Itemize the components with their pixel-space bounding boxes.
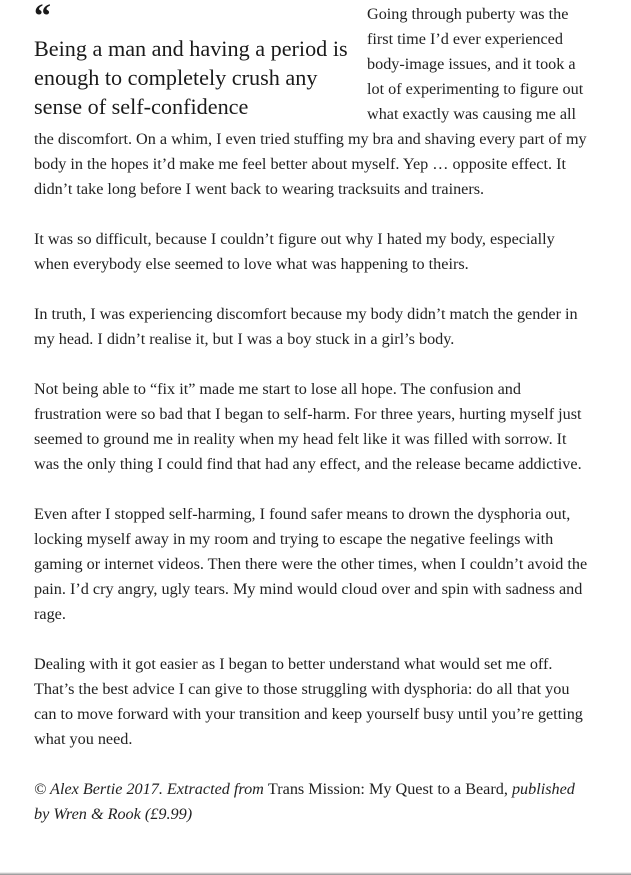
paragraph: Even after I stopped self-harming, I found safer means to drown the dysphoria out, locking myself away in my room and trying to escape the negative feelings with gaming or internet videos. Then there were the other times, when I couldn’t avoid the pain. I’d cry angry, ugly tears. My mind would cloud over and spin with sadness and rage. [34,505,588,623]
quote-mark-icon: “ [34,0,49,35]
book-title: Trans Mission: My Quest to a Beard, [267,780,508,798]
paragraph: In truth, I was experiencing discomfort because my body didn’t match the gender in my head. I didn’t realise it, but I was a boy stuck in a girl’s body. [34,305,578,348]
pull-quote [34,2,352,121]
article-body [34,2,588,852]
paragraph: Not being able to “fix it” made me start to lose all hope. The confusion and frustration were so bad that I began to self-harm. For three years, hurting myself just seemed to ground me in reality when my head felt like it was filled with sorrow. It was the only thing I could find that had any effect, and the release became addictive. [34,380,582,473]
paragraph: Dealing with it got easier as I began to better understand what would set me off. That’s the best advice I can give to those struggling with dysphoria: do all that you can to move forward with your transition and keep yourself busy until you’re getting what you need. [34,655,583,748]
paragraph: Going through puberty was the first time I’d ever experienced body-image issues, and it took a lot of experimenting to figure out what exactly was causing me all the discomfort. On a whim, I even tried stuffing my bra and shaving every part of my body in the hopes it’d make me feel better about myself. Yep … opposite effect. It didn’t take long before I went back to wearing tracksuits and trainers. [34,5,587,198]
extract-credit [34,777,588,827]
pull-quote-text: Being a man and having a period is enough to completely crush any sense of self-confidence [34,36,348,119]
paragraph: It was so difficult, because I couldn’t figure out why I hated my body, especially when everybody else seemed to love what was happening to theirs. [34,230,555,273]
credit-suffix: published by Wren & Rook (£9.99) [34,780,575,823]
credit-prefix: © Alex Bertie 2017. Extracted from [34,780,268,798]
